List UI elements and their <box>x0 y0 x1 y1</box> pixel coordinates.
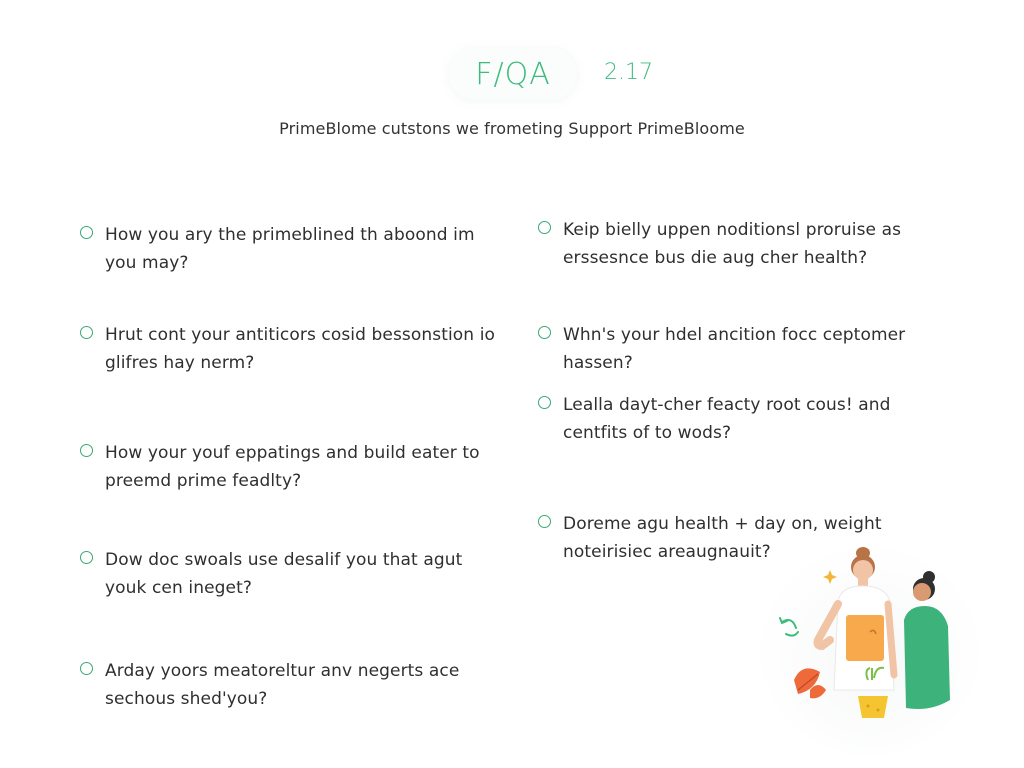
faq-item-left-4[interactable] <box>80 546 495 602</box>
page-subtitle: PrimeBlome cutstons we frometing Support PrimeBloome <box>279 119 745 138</box>
health-illustration <box>760 540 980 755</box>
faq-item-right-3[interactable] <box>538 391 933 447</box>
faq-header <box>0 48 1024 102</box>
page-title: F/QA <box>449 48 577 100</box>
illustration-svg <box>760 540 980 755</box>
sparkle-icon <box>823 570 837 584</box>
person-figure-icon <box>904 571 950 709</box>
faq-question: How your youf eppatings and build eater to preemd prime feadlty? <box>105 443 480 491</box>
faq-item-left-3[interactable] <box>80 439 495 495</box>
leaf-icon <box>794 668 826 698</box>
faq-question: Lealla dayt-cher feacty root cous! and centfits of to wods? <box>563 395 891 443</box>
faq-question: Keip bielly uppen noditionsl proruise as erssesnce bus die aug cher health? <box>563 220 902 268</box>
faq-item-left-5[interactable] <box>80 657 495 713</box>
circle-bullet-icon <box>538 326 551 339</box>
faq-item-right-1[interactable] <box>538 216 933 272</box>
faq-item-left-1[interactable] <box>80 221 495 277</box>
circle-bullet-icon <box>80 326 93 339</box>
refresh-arrow-icon <box>780 618 798 636</box>
circle-bullet-icon <box>538 515 551 528</box>
faq-question: Dow doc swoals use desalif you that agut youk cen ineget? <box>105 550 463 598</box>
faq-item-right-2[interactable] <box>538 321 933 377</box>
circle-bullet-icon <box>80 551 93 564</box>
faq-question: Hrut cont your antiticors cosid bessonstion io glifres hay nerm? <box>105 325 496 373</box>
faq-question: Doreme agu health + day on, weight noteirisiec areaugnauit? <box>563 514 882 562</box>
faq-question: Whn's your hdel ancition focc ceptomer hassen? <box>563 325 906 373</box>
faq-question: Arday yoors meatoreltur anv negerts ace sechous shed'you? <box>105 661 460 709</box>
faq-item-left-2[interactable] <box>80 321 495 377</box>
circle-bullet-icon <box>80 662 93 675</box>
circle-bullet-icon <box>538 221 551 234</box>
faq-count-badge: 2.17 <box>604 60 653 85</box>
circle-bullet-icon <box>80 444 93 457</box>
circle-bullet-icon <box>80 226 93 239</box>
faq-question: How you ary the primeblined th aboond im you may? <box>105 225 475 273</box>
circle-bullet-icon <box>538 396 551 409</box>
